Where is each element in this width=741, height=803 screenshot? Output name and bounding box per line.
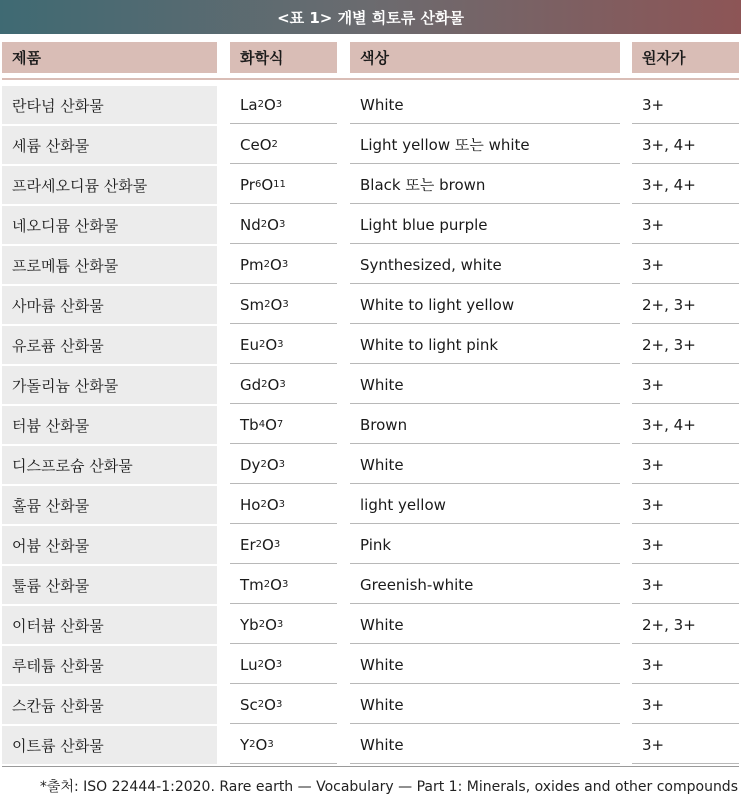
element-symbol: Tb <box>240 415 259 434</box>
element-symbol: O <box>270 575 282 594</box>
element-symbol: O <box>263 655 276 674</box>
color-cell: Light blue purple <box>350 206 620 244</box>
table-row <box>0 326 741 366</box>
element-symbol: Tm <box>240 575 264 594</box>
element-symbol: Er <box>240 535 256 554</box>
element-symbol: La <box>240 95 258 114</box>
table-row <box>0 246 741 286</box>
color-cell: White <box>350 446 620 484</box>
source-note: *출처: ISO 22444-1:2020. Rare earth — Vocabulary — Part 1: Minerals, oxides and other compounds <box>39 779 738 795</box>
table-row <box>0 286 741 326</box>
color-cell: White <box>350 686 620 724</box>
element-symbol: O <box>267 215 279 234</box>
product-name-cell: 네오디뮴 산화물 <box>2 206 217 244</box>
product-name-cell: 터븀 산화물 <box>2 406 217 444</box>
color-cell: Light yellow 또는 white <box>350 126 620 164</box>
table-row <box>0 726 741 766</box>
color-cell: Black 또는 brown <box>350 166 620 204</box>
product-name-cell: 유로퓸 산화물 <box>2 326 217 364</box>
formula-cell: Dy 2 O 3 <box>230 446 337 484</box>
valence-cell: 3+ <box>632 726 739 764</box>
element-symbol: Yb <box>240 615 259 634</box>
color-cell: White to light pink <box>350 326 620 364</box>
color-cell: White <box>350 86 620 124</box>
valence-cell: 2+, 3+ <box>632 606 739 644</box>
product-name-cell: 프라세오디뮴 산화물 <box>2 166 217 204</box>
product-name-cell: 가돌리늄 산화물 <box>2 366 217 404</box>
product-name-cell: 이트륨 산화물 <box>2 726 217 764</box>
product-name-cell: 홀뮴 산화물 <box>2 486 217 524</box>
table-row <box>0 606 741 646</box>
element-symbol: O <box>265 335 278 354</box>
element-symbol: O <box>266 495 279 514</box>
formula-cell: Eu 2 O 3 <box>230 326 337 364</box>
table-row <box>0 566 741 606</box>
element-symbol: Y <box>240 735 250 754</box>
element-symbol: O <box>266 455 279 474</box>
valence-cell: 3+, 4+ <box>632 166 739 204</box>
product-name-cell: 어븀 산화물 <box>2 526 217 564</box>
formula-cell: Gd 2 O 3 <box>230 366 337 404</box>
table-row <box>0 686 741 726</box>
element-symbol: O <box>265 415 277 434</box>
valence-cell: 3+ <box>632 526 739 564</box>
product-name-cell: 디스프로슘 산화물 <box>2 446 217 484</box>
color-cell: Synthesized, white <box>350 246 620 284</box>
color-cell: White <box>350 366 620 404</box>
valence-cell: 3+ <box>632 646 739 684</box>
table-row <box>0 126 741 166</box>
product-name-cell: 이터븀 산화물 <box>2 606 217 644</box>
formula-cell: Lu 2 O 3 <box>230 646 337 684</box>
valence-cell: 3+ <box>632 686 739 724</box>
formula-cell: La 2 O 3 <box>230 86 337 124</box>
formula-cell: Y 2 O 3 <box>230 726 337 764</box>
color-cell: Pink <box>350 526 620 564</box>
valence-cell: 2+, 3+ <box>632 326 739 364</box>
header-color: 색상 <box>350 42 620 73</box>
element-symbol: Sc <box>240 695 258 714</box>
valence-cell: 3+ <box>632 86 739 124</box>
header-product: 제품 <box>2 42 217 73</box>
product-name-cell: 툴륨 산화물 <box>2 566 217 604</box>
color-cell: White <box>350 646 620 684</box>
table-row <box>0 86 741 126</box>
table-row <box>0 166 741 206</box>
formula-cell: Tb 4 O 7 <box>230 406 337 444</box>
color-cell: White <box>350 606 620 644</box>
table-title: <표 1> 개별 희토류 산화물 <box>0 0 741 34</box>
formula-cell: Yb 2 O 3 <box>230 606 337 644</box>
element-symbol: Eu <box>240 335 259 354</box>
valence-cell: 3+ <box>632 206 739 244</box>
element-symbol: Ho <box>240 495 261 514</box>
element-symbol: O <box>255 735 268 754</box>
valence-cell: 3+, 4+ <box>632 406 739 444</box>
element-symbol: O <box>263 95 276 114</box>
valence-cell: 2+, 3+ <box>632 286 739 324</box>
element-symbol: Nd <box>240 215 261 234</box>
color-cell: light yellow <box>350 486 620 524</box>
valence-cell: 3+, 4+ <box>632 126 739 164</box>
color-cell: Greenish-white <box>350 566 620 604</box>
element-symbol: O <box>264 695 276 714</box>
formula-cell: Ho 2 O 3 <box>230 486 337 524</box>
element-symbol: O <box>270 255 282 274</box>
table-row <box>0 646 741 686</box>
valence-cell: 3+ <box>632 246 739 284</box>
table-row <box>0 406 741 446</box>
table-row <box>0 526 741 566</box>
header-formula: 화학식 <box>230 42 337 73</box>
header-divider <box>2 78 739 80</box>
formula-cell: Ce O 2 <box>230 126 337 164</box>
color-cell: White to light yellow <box>350 286 620 324</box>
product-name-cell: 프로메튬 산화물 <box>2 246 217 284</box>
element-symbol: O <box>262 535 274 554</box>
table-row <box>0 486 741 526</box>
product-name-cell: 사마륨 산화물 <box>2 286 217 324</box>
valence-cell: 3+ <box>632 566 739 604</box>
color-cell: Brown <box>350 406 620 444</box>
formula-cell: Sm 2 O 3 <box>230 286 337 324</box>
element-symbol: Lu <box>240 655 258 674</box>
product-name-cell: 란타넘 산화물 <box>2 86 217 124</box>
table-row <box>0 366 741 406</box>
element-symbol: O <box>259 135 272 154</box>
element-symbol: O <box>267 375 280 394</box>
element-symbol: Sm <box>240 295 265 314</box>
header-valence: 원자가 <box>632 42 739 73</box>
formula-cell: Er 2 O 3 <box>230 526 337 564</box>
formula-cell: Sc 2 O 3 <box>230 686 337 724</box>
formula-cell: Pr 6 O 11 <box>230 166 337 204</box>
element-symbol: O <box>265 615 277 634</box>
formula-cell: Tm 2 O 3 <box>230 566 337 604</box>
table-row <box>0 446 741 486</box>
valence-cell: 3+ <box>632 446 739 484</box>
valence-cell: 3+ <box>632 486 739 524</box>
element-symbol: Gd <box>240 375 262 394</box>
oxide-table-body <box>0 86 741 766</box>
element-symbol: Pr <box>240 175 255 194</box>
element-symbol: Pm <box>240 255 264 274</box>
element-symbol: Ce <box>240 135 260 154</box>
formula-cell: Pm 2 O 3 <box>230 246 337 284</box>
product-name-cell: 스칸듐 산화물 <box>2 686 217 724</box>
element-symbol: O <box>270 295 283 314</box>
color-cell: White <box>350 726 620 764</box>
product-name-cell: 루테튬 산화물 <box>2 646 217 684</box>
table-bottom-divider <box>2 766 739 767</box>
table-row <box>0 206 741 246</box>
element-symbol: Dy <box>240 455 261 474</box>
valence-cell: 3+ <box>632 366 739 404</box>
element-symbol: O <box>261 175 274 194</box>
formula-cell: Nd 2 O 3 <box>230 206 337 244</box>
product-name-cell: 세륨 산화물 <box>2 126 217 164</box>
